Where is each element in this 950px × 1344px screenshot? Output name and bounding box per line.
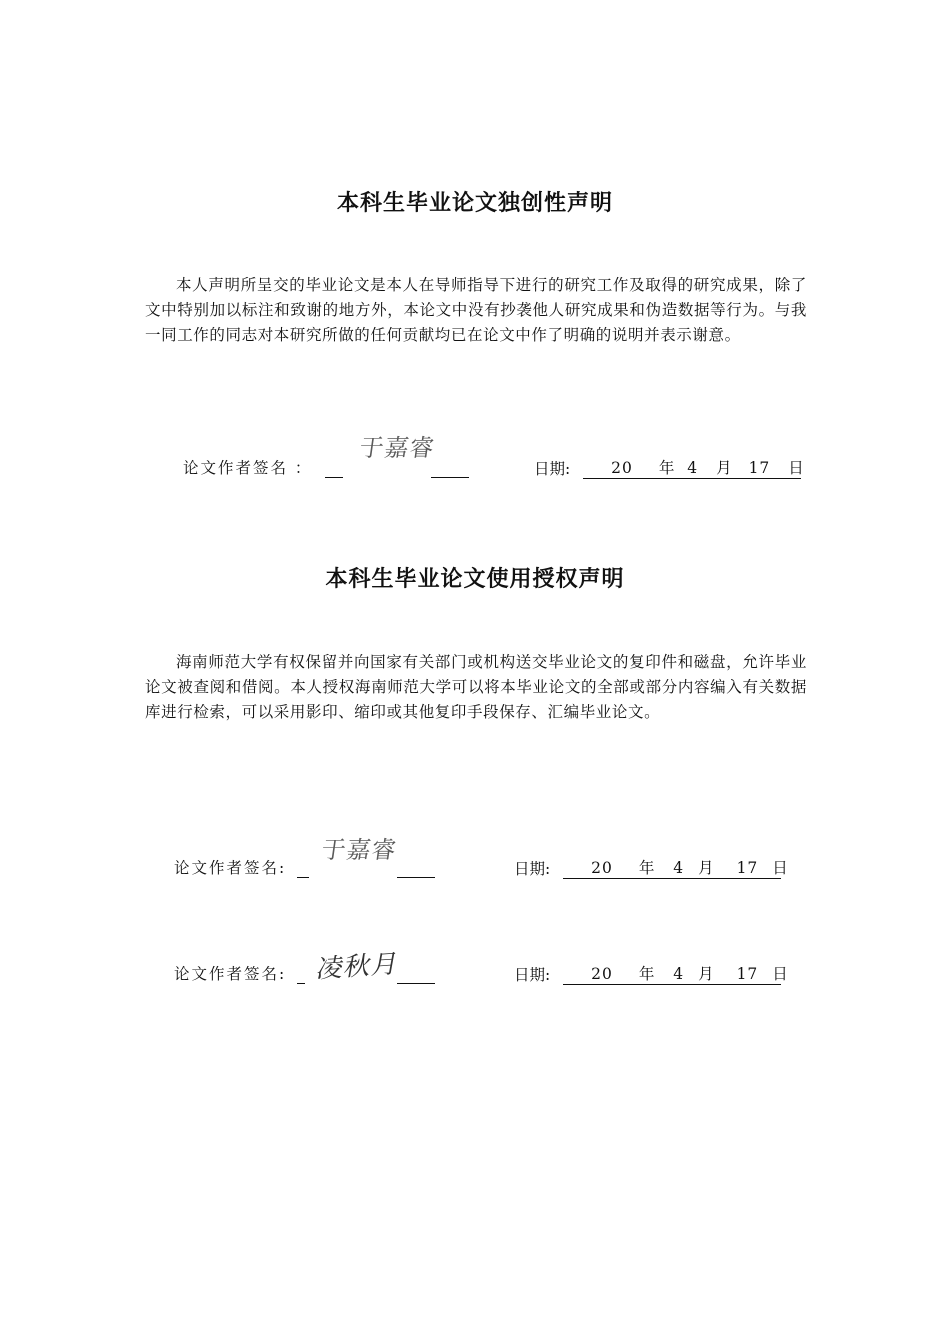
authorization-signature-line-1	[174, 858, 435, 878]
date-label: 日期:	[514, 966, 551, 984]
signature-blank-right	[397, 965, 435, 984]
date-day: 17	[748, 459, 771, 477]
date-day-unit: 日	[772, 965, 789, 983]
authorization-date-1	[514, 858, 789, 879]
date-year-unit: 年	[638, 965, 656, 983]
date-month: 4	[673, 859, 685, 877]
handwritten-signature: 于嘉睿	[319, 836, 399, 864]
date-field	[583, 458, 805, 479]
authorization-body: 海南师范大学有权保留并向国家有关部门或机构送交毕业论文的复印件和磁盘，允许毕业论文被查阅和借阅。本人授权海南师范大学可以将本毕业论文的全部或部分内容编入有关数据库进行检索，可以采用影印、缩印或其他复印手段保存、汇编毕业论文。	[145, 653, 807, 721]
date-year: 20	[591, 965, 613, 983]
signature-blank-left	[325, 459, 343, 478]
date-year-unit: 年	[658, 459, 676, 477]
signature-label: 论文作者签名:	[174, 965, 287, 983]
date-field	[563, 858, 789, 879]
originality-date	[534, 458, 805, 479]
date-day-unit: 日	[788, 459, 805, 477]
signature-blank-right	[397, 859, 435, 878]
signature-blank-right	[431, 459, 469, 478]
originality-title: 本科生毕业论文独创性声明	[336, 191, 613, 216]
signature-label: 论文作者签名:	[174, 859, 287, 877]
signature-blank-left	[297, 965, 305, 984]
date-day: 17	[736, 859, 759, 877]
date-month: 4	[687, 459, 699, 477]
handwritten-signature: 凌秋月	[314, 949, 402, 985]
date-month: 4	[673, 965, 685, 983]
date-day: 17	[736, 965, 759, 983]
signature-blank-left	[297, 859, 309, 878]
date-field	[563, 964, 789, 985]
originality-body: 本人声明所呈交的毕业论文是本人在导师指导下进行的研究工作及取得的研究成果，除了文中特别加以标注和致谢的地方外，本论文中没有抄袭他人研究成果和伪造数据等行为。与我一同工作的同志对本研究所做的任何贡献均已在论文中作了明确的说明并表示谢意。	[145, 276, 807, 344]
date-month-unit: 月	[716, 459, 733, 477]
date-day-unit: 日	[772, 859, 789, 877]
date-label: 日期:	[514, 860, 551, 878]
date-year: 20	[611, 459, 633, 477]
signature-label: 论文作者签名 ：	[183, 459, 313, 477]
date-year: 20	[591, 859, 613, 877]
authorization-date-2	[514, 964, 789, 985]
authorization-title: 本科生毕业论文使用授权声明	[325, 567, 625, 592]
date-month-unit: 月	[698, 965, 715, 983]
date-year-unit: 年	[638, 859, 656, 877]
date-label: 日期:	[534, 460, 571, 478]
date-month-unit: 月	[698, 859, 715, 877]
handwritten-signature: 于嘉睿	[357, 434, 437, 462]
